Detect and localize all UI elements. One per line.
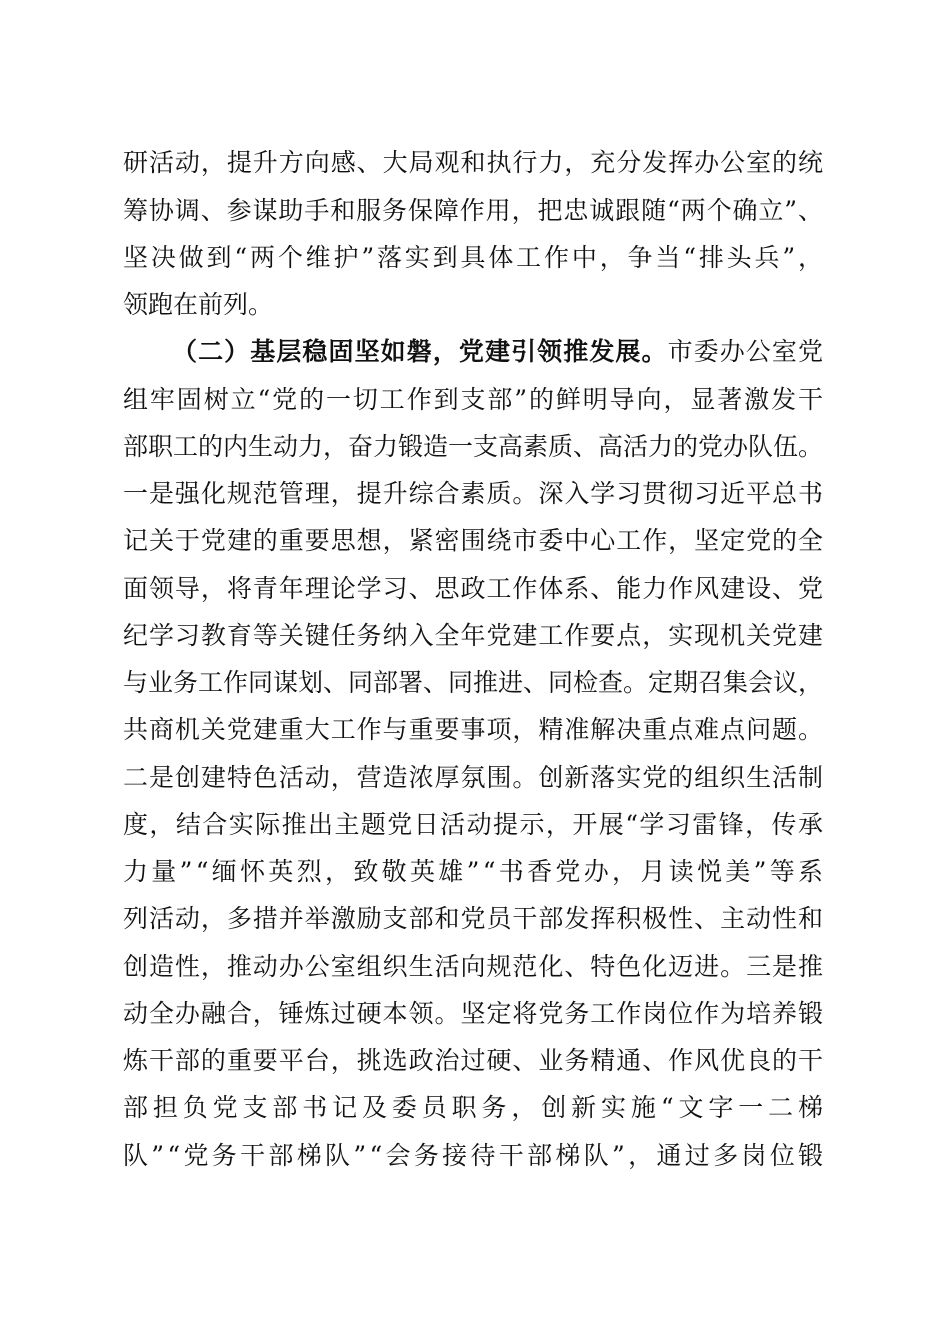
text-line (123, 427, 823, 467)
text-segment: 部担负党支部书记及委员职务，创新实施“文字一二梯 (123, 1093, 828, 1122)
text-segment: 队”“党务干部梯队”“会务接待干部梯队”，通过多岗位锻 (123, 1141, 827, 1170)
text-line (123, 852, 827, 892)
text-line (123, 521, 823, 561)
text-line (123, 663, 823, 703)
text-segment: 共商机关党建重大工作与重要事项，精准解决重点难点问题。 (123, 715, 824, 744)
text-segment: 研活动，提升方向感、大局观和执行力，充分发挥办公室的统 (123, 148, 824, 177)
text-line (123, 710, 823, 750)
text-line (123, 569, 823, 609)
text-segment: 面领导，将青年理论学习、思政工作体系、能力作风建设、党 (123, 574, 824, 603)
text-segment: 度，结合实际推出主题党日活动提示，开展“学习雷锋，传承 (123, 810, 825, 839)
text-segment: 二是创建特色活动，营造浓厚氛围。创新落实党的组织生活制 (123, 763, 824, 792)
text-line (123, 1088, 828, 1128)
text-line (123, 805, 823, 845)
text-line (123, 947, 823, 987)
text-line (123, 899, 823, 939)
text-segment: 部职工的内生动力，奋力锻造一支高素质、高活力的党办队伍。 (123, 432, 823, 461)
text-segment: 列活动，多措并举激励支部和党员干部发挥积极性、主动性和 (123, 904, 824, 933)
text-segment: 记关于党建的重要思想，紧密围绕市委中心工作，坚定党的全 (123, 526, 824, 555)
text-line (123, 191, 823, 231)
text-segment: 市委办公室党 (667, 337, 825, 366)
text-line (123, 285, 823, 325)
text-line (123, 143, 823, 183)
section-heading-line (172, 332, 872, 372)
text-segment: 纪学习教育等关键任务纳入全年党建工作要点，实现机关党建 (123, 621, 824, 650)
text-segment: 领跑在前列。 (123, 290, 274, 319)
text-segment: 一是强化规范管理，提升综合素质。深入学习贯彻习近平总书 (123, 479, 824, 508)
text-line (123, 616, 823, 656)
text-segment: 力量”“缅怀英烈，致敬英雄”“书香党办，月读悦美”等系 (123, 857, 827, 886)
section-heading: （二）基层稳固坚如磐，党建引领推发展。 (172, 337, 668, 366)
text-line (123, 1136, 827, 1176)
text-line (123, 474, 823, 514)
text-segment: 筹协调、参谋助手和服务保障作用，把忠诚跟随“两个确立”、 (123, 196, 824, 225)
text-line (123, 758, 823, 798)
text-segment: 创造性，推动办公室组织生活向规范化、特色化迈进。三是推 (123, 952, 824, 981)
text-segment: 炼干部的重要平台，挑选政治过硬、业务精通、作风优良的干 (123, 1046, 824, 1075)
text-segment: 组牢固树立“党的一切工作到支部”的鲜明导向，显著激发干 (123, 385, 825, 414)
text-segment: 动全办融合，锤炼过硬本领。坚定将党务工作岗位作为培养锻 (123, 999, 824, 1028)
text-segment: 与业务工作同谋划、同部署、同推进、同检查。定期召集会议， (123, 668, 823, 697)
text-line (123, 994, 823, 1034)
text-line (123, 238, 826, 278)
text-line (123, 1041, 823, 1081)
text-line (123, 380, 823, 420)
text-segment: 坚决做到“两个维护”落实到具体工作中，争当“排头兵”， (123, 243, 826, 272)
